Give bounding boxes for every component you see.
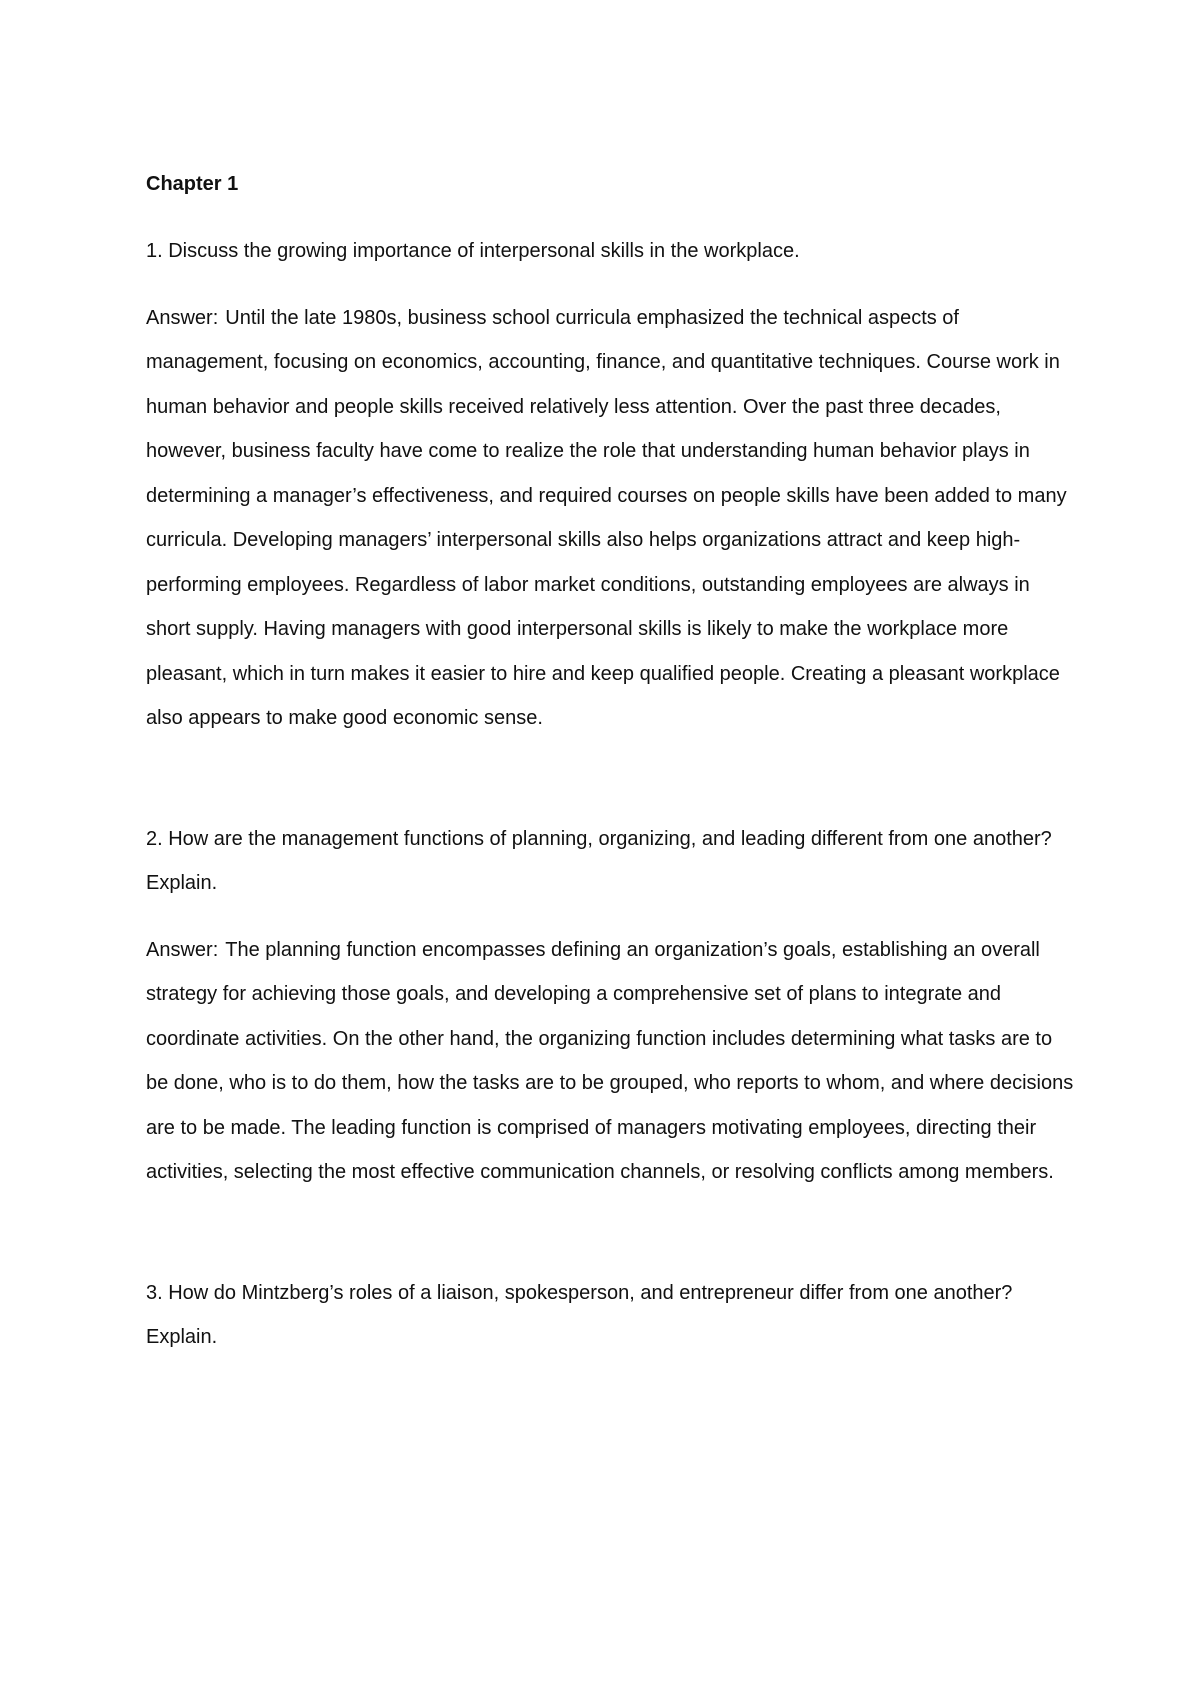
answer-1 <box>146 296 1076 741</box>
question-section-1 <box>146 229 1076 741</box>
question-2: 2. How are the management functions of planning, organizing, and leading different from one another? Explain. <box>146 827 1052 894</box>
answer-label: Answer: <box>146 938 219 961</box>
chapter-title: Chapter 1 <box>146 173 239 195</box>
answer-2 <box>146 928 1076 1195</box>
answer-2-text: The planning function encompasses defining an organization’s goals, establishing an overall strategy for achieving those goals, and developing a comprehensive set of plans to integrate and coordinate activities. On the other hand, the organizing function includes determining what tasks are to be done, who is to do them, how the tasks are to be grouped, who reports to whom, and where decisions are to be made. The leading function is comprised of managers motivating employees, directing their activities, selecting the most effective communication channels, or resolving conflicts among members. <box>146 938 1074 1183</box>
question-3: 3. How do Mintzberg’s roles of a liaison, spokesperson, and entrepreneur differ from one another? Explain. <box>146 1281 1013 1348</box>
question-section-2 <box>146 817 1076 1195</box>
answer-label: Answer: <box>146 306 219 329</box>
question-section-3 <box>146 1271 1076 1360</box>
question-1: 1. Discuss the growing importance of interpersonal skills in the workplace. <box>146 240 800 262</box>
document-content <box>146 162 1076 1360</box>
answer-1-text: Until the late 1980s, business school curricula emphasized the technical aspects of management, focusing on economics, accounting, finance, and quantitative techniques. Course work in human behavior and people skills received relatively less attention. Over the past three decades, however, business faculty have come to realize the role that understanding human behavior plays in determining a manager’s effectiveness, and required courses on people skills have been added to many curricula. Developing managers’ interpersonal skills also helps organizations attract and keep high-performing employees. Regardless of labor market conditions, outstanding employees are always in short supply. Having managers with good interpersonal skills is likely to make the workplace more pleasant, which in turn makes it easier to hire and keep qualified people. Creating a pleasant workplace also appears to make good economic sense. <box>146 306 1067 729</box>
